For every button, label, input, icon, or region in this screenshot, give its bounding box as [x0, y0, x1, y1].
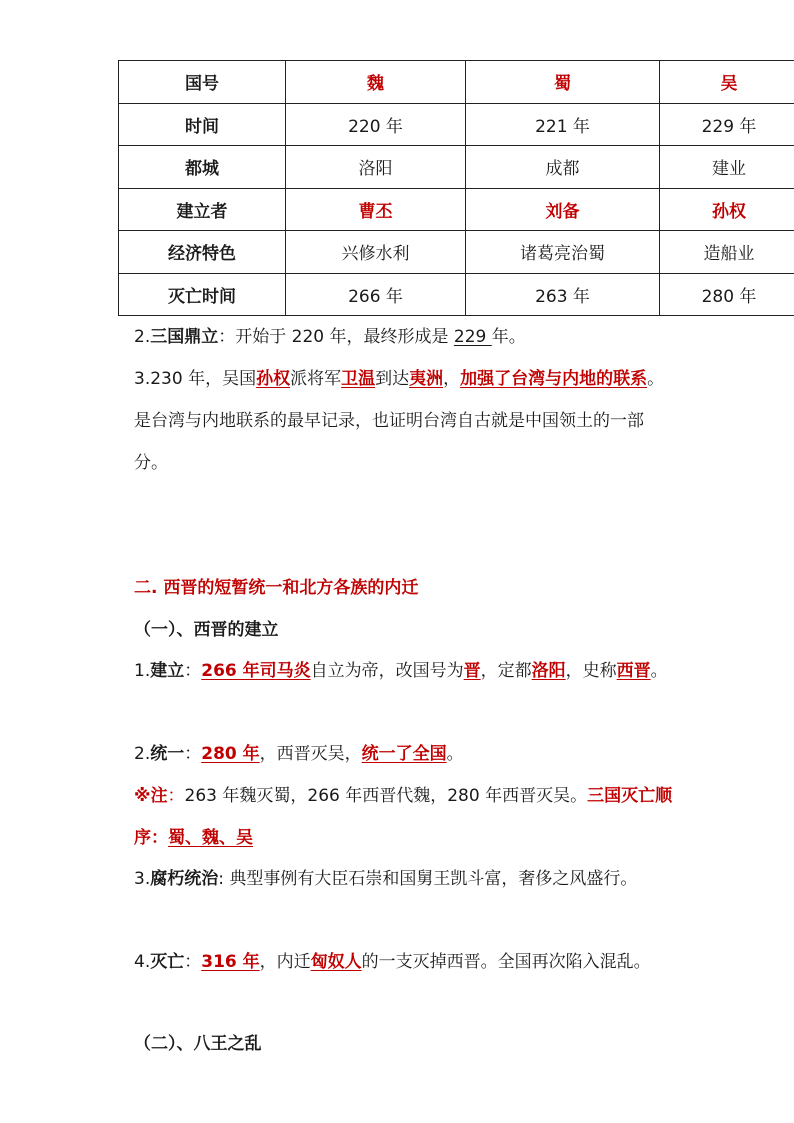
- text: ，史称: [565, 661, 617, 681]
- text: ，内迁: [259, 952, 311, 972]
- paragraph-three-kingdoms-formation: [134, 316, 674, 358]
- keyword: 晋: [463, 661, 481, 681]
- keyword: 加强了台湾与内地的联系: [460, 369, 648, 389]
- table-cell: 263 年: [466, 273, 660, 316]
- table-cell: 曹丕: [286, 188, 466, 231]
- paragraph-founding: [134, 650, 674, 692]
- item-label: 建立: [150, 661, 185, 681]
- text: 。: [650, 661, 668, 681]
- item-number: 4.: [134, 952, 151, 972]
- cell-wei: 魏: [286, 61, 466, 104]
- table-cell: 建业: [660, 146, 794, 189]
- text: 的一支灭掉西晋。全国再次陷入混乱。: [361, 952, 651, 972]
- table-row: [119, 146, 794, 189]
- item-label: 三国鼎立: [150, 327, 219, 347]
- subsection-title: （二）、八王之乱: [134, 1034, 262, 1054]
- keyword: 夷洲: [409, 369, 444, 389]
- table-cell: 诸葛亮治蜀: [466, 231, 660, 274]
- item-label: 灭亡: [150, 952, 185, 972]
- text: ，: [443, 369, 461, 389]
- table-cell: 兴修水利: [286, 231, 466, 274]
- row-header-state: 国号: [119, 61, 286, 104]
- table-row: [119, 61, 794, 104]
- underlined-year: 229: [453, 327, 492, 347]
- item-label: 统一: [150, 744, 185, 764]
- paragraph-fall: [134, 941, 674, 983]
- keyword: 孙权: [256, 369, 291, 389]
- section-title: 二. 西晋的短暂统一和北方各族的内迁: [134, 578, 419, 598]
- row-header-founder: 建立者: [119, 188, 286, 231]
- note-label: ※注: [134, 786, 168, 806]
- table-cell: 成都: [466, 146, 660, 189]
- text: ：: [184, 661, 202, 681]
- text: 3.230 年，吴国: [134, 369, 257, 389]
- keyword: 316 年: [201, 952, 260, 972]
- row-header-time: 时间: [119, 103, 286, 146]
- text: 。是台湾与内地联系的最早记录，也证明台湾自古就是中国领土的一部分。: [134, 369, 665, 473]
- item-number: 2.: [134, 327, 151, 347]
- paragraph-decadent-rule: [134, 858, 674, 900]
- text: :: [218, 869, 230, 889]
- text: 派将军: [290, 369, 342, 389]
- text: ：开始于 220 年，最终形成是: [218, 327, 454, 347]
- table-cell: 220 年: [286, 103, 466, 146]
- table-cell: 221 年: [466, 103, 660, 146]
- table-row: [119, 188, 794, 231]
- text: 263 年魏灭蜀，266 年西晋代魏，280 年西晋灭吴。: [184, 786, 588, 806]
- text: ：: [184, 952, 202, 972]
- subsection-title: （一）、西晋的建立: [134, 620, 279, 640]
- text: ：: [184, 744, 202, 764]
- table-row: [119, 231, 794, 274]
- three-kingdoms-table: [118, 60, 794, 316]
- keyword: 统一了全国: [361, 744, 447, 764]
- keyword: 卫温: [341, 369, 376, 389]
- text: 自立为帝，改国号为: [310, 661, 464, 681]
- text: 。: [446, 744, 464, 764]
- table-cell: 280 年: [660, 273, 794, 316]
- table-cell: 孙权: [660, 188, 794, 231]
- text: ，定都: [480, 661, 532, 681]
- cell-wu: 吴: [660, 61, 794, 104]
- row-header-capital: 都城: [119, 146, 286, 189]
- text: 典型事例有大臣石崇和国舅王凯斗富，奢侈之风盛行。: [229, 869, 638, 889]
- table-cell: 229 年: [660, 103, 794, 146]
- item-number: 1.: [134, 661, 151, 681]
- text: ，西晋灭吴，: [259, 744, 362, 764]
- item-label: 腐朽统治: [150, 869, 219, 889]
- keyword: 洛阳: [531, 661, 566, 681]
- table-row: [119, 273, 794, 316]
- row-header-economy: 经济特色: [119, 231, 286, 274]
- table-cell: 造船业: [660, 231, 794, 274]
- keyword: 266 年司马炎: [201, 661, 311, 681]
- keyword: 三国灭亡顺序：: [134, 786, 673, 848]
- keyword: 西晋: [616, 661, 651, 681]
- item-number: 2.: [134, 744, 151, 764]
- table-cell: 洛阳: [286, 146, 466, 189]
- keyword: 280 年: [201, 744, 260, 764]
- table-cell: 266 年: [286, 273, 466, 316]
- cell-shu: 蜀: [466, 61, 660, 104]
- paragraph-taiwan-link: [134, 358, 674, 484]
- text: ：: [167, 786, 185, 806]
- table-cell: 刘备: [466, 188, 660, 231]
- row-header-fall: 灭亡时间: [119, 273, 286, 316]
- text: 年。: [491, 327, 526, 347]
- table-row: [119, 103, 794, 146]
- paragraph-unification: [134, 733, 674, 775]
- keyword: 匈奴人: [310, 952, 362, 972]
- item-number: 3.: [134, 869, 151, 889]
- text: 到达: [375, 369, 410, 389]
- paragraph-note: [134, 775, 674, 859]
- keyword: 蜀、魏、吴: [168, 828, 253, 848]
